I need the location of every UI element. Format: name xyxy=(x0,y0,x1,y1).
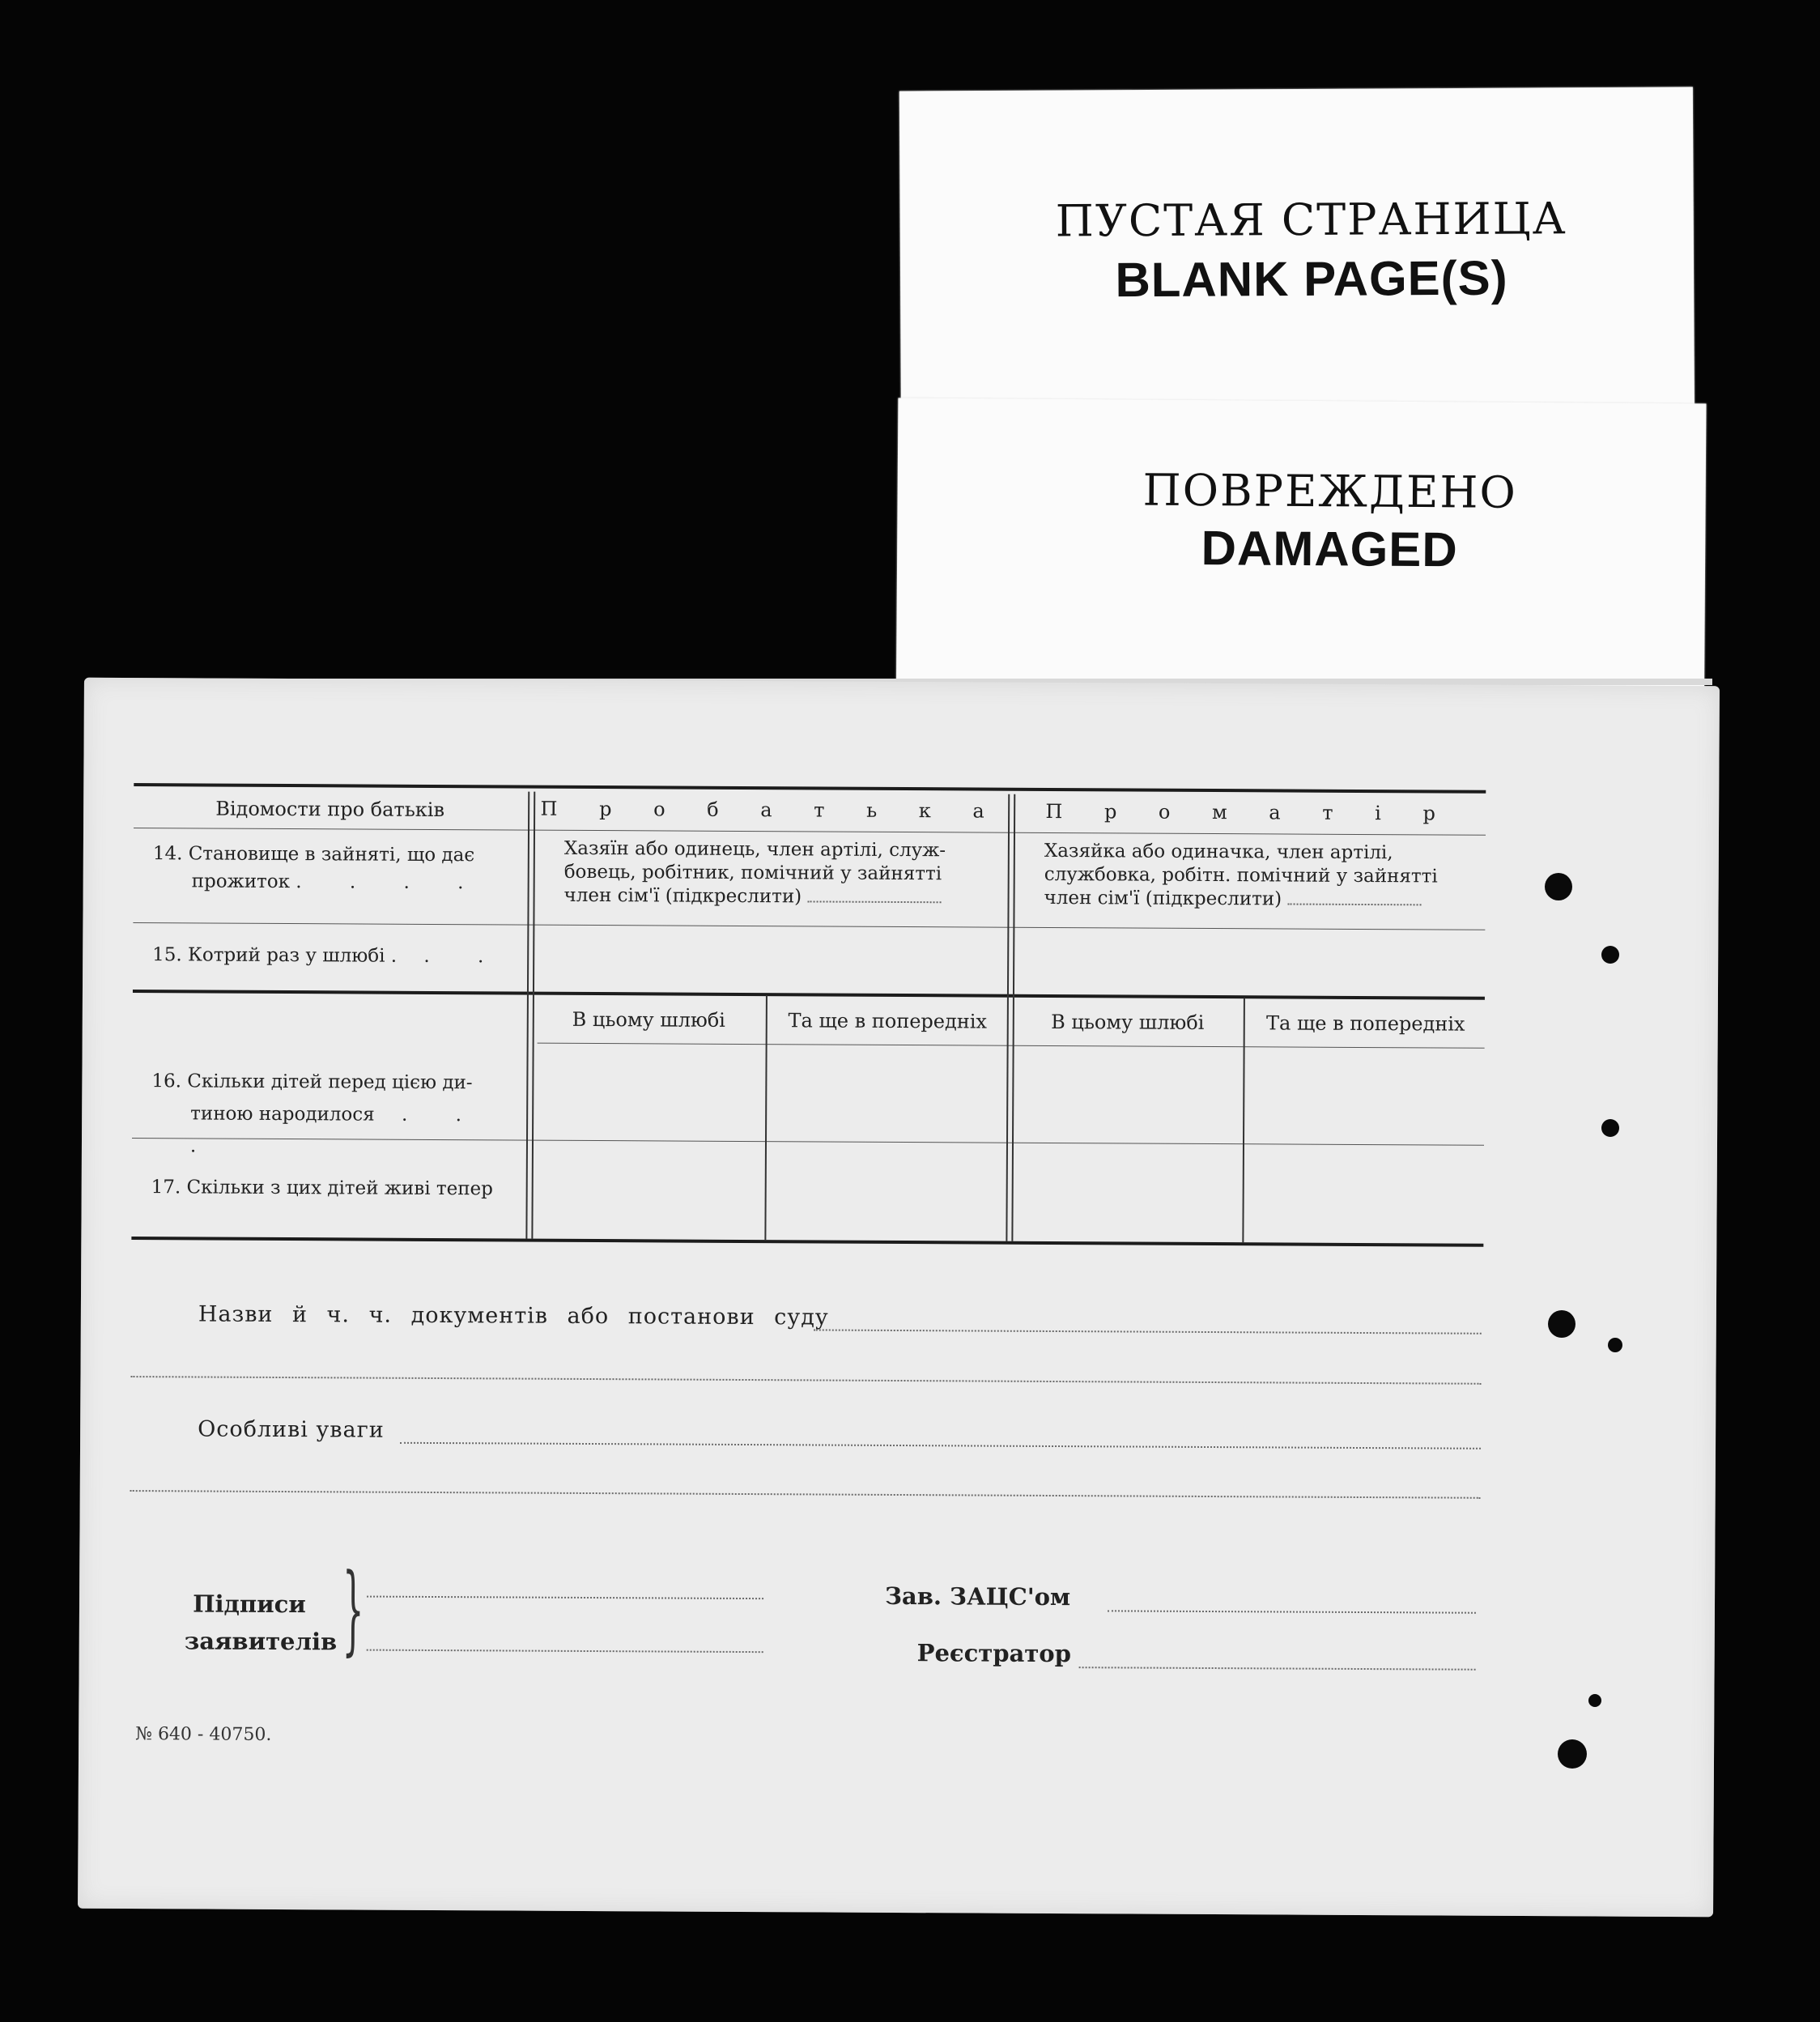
damaged-ru: ПОВРЕЖДЕНО xyxy=(1142,464,1517,518)
punch-hole xyxy=(1545,873,1572,900)
documents-line-1 xyxy=(814,1329,1482,1334)
punch-hole xyxy=(1601,946,1619,964)
row14-mother: Хазяйка або одиначка, член артілі, службовка, робітн. помічний у зайнятті член сім'ї (підкреслити) xyxy=(1044,840,1438,910)
applicants-signatures-label: Підписи заявителів xyxy=(184,1590,338,1656)
punch-hole xyxy=(1548,1310,1575,1338)
row14-father: Хазяїн або одинець, член артілі, служ- бовець, робітник, помічний у зайнятті член сім'ї (підкреслити) xyxy=(563,837,946,908)
punch-hole xyxy=(1608,1338,1622,1352)
documents-line-2 xyxy=(130,1376,1481,1385)
registration-form xyxy=(78,678,1720,1918)
signature-brace: } xyxy=(342,1553,364,1667)
form-number: № 640 - 40750. xyxy=(135,1724,272,1745)
blank-page-slip xyxy=(899,87,1695,447)
punch-hole xyxy=(1558,1739,1587,1769)
header-father: П р о б а т ь к а xyxy=(540,797,1002,823)
punch-hole xyxy=(1601,1119,1619,1137)
remarks-line-2 xyxy=(130,1490,1481,1499)
registrar-line xyxy=(1079,1667,1476,1671)
row14-label: 14. Становище в зайняті, що дає прожиток . . . . xyxy=(152,843,485,894)
header-parents-info: Відомости про батьків xyxy=(215,797,445,822)
registrar-label: Реєстратор xyxy=(916,1639,1071,1668)
remarks-line-1 xyxy=(400,1442,1481,1449)
subheader-father-prev: Та ще в попередніх xyxy=(788,1009,988,1033)
head-registry-line xyxy=(1108,1610,1476,1613)
remarks-label: Особливі уваги xyxy=(198,1416,385,1443)
parents-table xyxy=(134,783,1486,1200)
subheader-father-this: В цьому шлюбі xyxy=(572,1007,725,1032)
row15-label: 15. Котрий раз у шлюбі . . . xyxy=(152,944,505,968)
row17-label: 17. Скільки з цих дітей живі тепер xyxy=(151,1177,493,1200)
subheader-mother-prev: Та ще в попередніх xyxy=(1265,1011,1465,1036)
head-registry-label: Зав. ЗАЦС'ом xyxy=(884,1581,1071,1611)
applicant-signature-line-1 xyxy=(367,1596,763,1600)
documents-label: Назви й ч. ч. документів або постанови суду xyxy=(198,1301,829,1330)
header-mother: П р о м а т і р xyxy=(1045,799,1453,825)
blank-page-en: BLANK PAGE(S) xyxy=(1115,250,1508,308)
row16-label: 16. Скільки дітей перед цією ди- тиною народилося . . . xyxy=(151,1071,483,1157)
blank-page-ru: ПУСТАЯ СТРАНИЦА xyxy=(1055,193,1567,247)
punch-hole xyxy=(1588,1694,1601,1707)
subheader-mother-this: В цьому шлюбі xyxy=(1051,1010,1205,1034)
damaged-en: DAMAGED xyxy=(1201,521,1458,577)
applicant-signature-line-2 xyxy=(367,1650,763,1654)
